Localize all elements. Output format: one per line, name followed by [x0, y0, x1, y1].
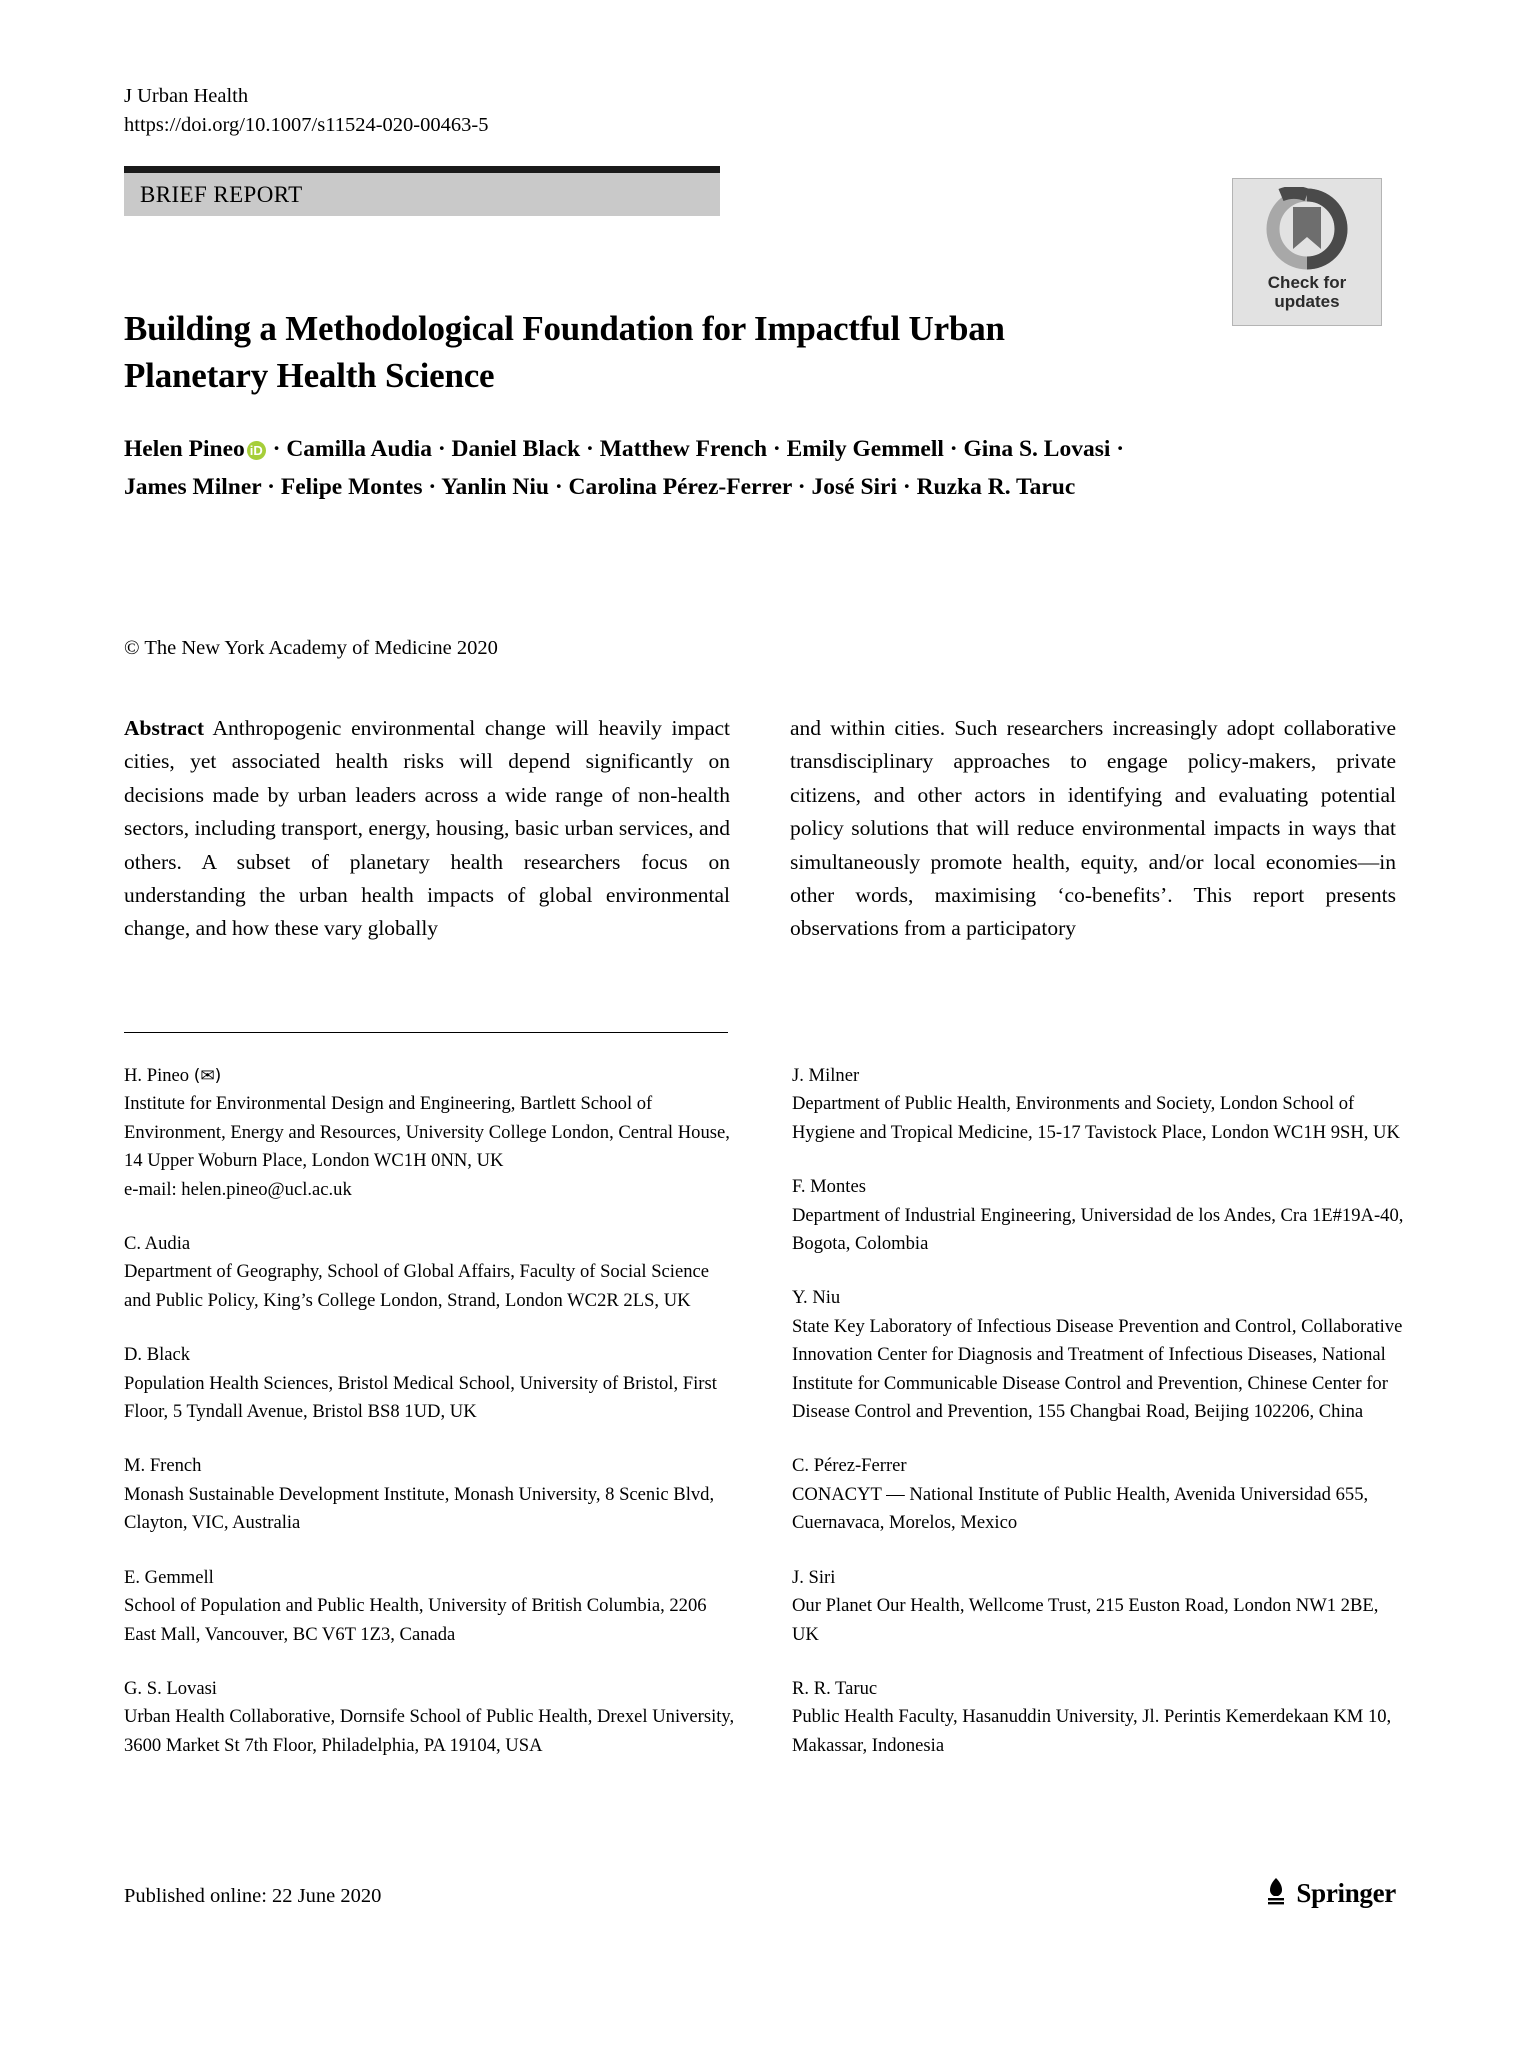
affiliation-address: Urban Health Collaborative, Dornsife School of Public Health, Drexel University, 3600 Market St 7th Floor, Philadelphia, PA 19104, USA: [124, 1706, 735, 1756]
journal-header: [124, 82, 488, 140]
affiliation-author-name: [124, 1062, 740, 1090]
journal-name: J Urban Health: [124, 85, 249, 107]
published-online: Published online: 22 June 2020: [124, 1885, 382, 1907]
affiliation-author-name: J. Milner: [792, 1065, 860, 1086]
affiliation-e-gemmell: [124, 1564, 740, 1649]
crossmark-caption: [1268, 273, 1346, 311]
affiliation-address: Population Health Sciences, Bristol Medical School, University of Bristol, First Floor, 5 Tyndall Avenue, Bristol BS8 1UD, UK: [124, 1372, 717, 1423]
abstract-label: Abstract: [124, 716, 205, 740]
affiliation-email[interactable]: e-mail: helen.pineo@ucl.ac.uk: [124, 1178, 352, 1200]
affiliation-y-niu: [792, 1284, 1408, 1426]
affiliation-author-name: E. Gemmell: [124, 1566, 214, 1588]
crossmark-icon: [1261, 187, 1353, 271]
abstract-text-left: Anthropogenic environmental change will heavily impact cities, yet associated health risks will depend significantly on decisions made by urban leaders across a wide range of non-health sectors, including transport, energy, housing, basic urban services, and others. A subset of planetary health researchers focus on understanding the urban health impacts of global environmental change, and how these vary globally: [124, 716, 730, 941]
affiliation-address: Public Health Faculty, Hasanuddin University, Jl. Perintis Kemerdekaan KM 10, Makassar, Indonesia: [792, 1706, 1392, 1756]
springer-knight-icon: [1263, 1876, 1289, 1911]
affiliation-address: Our Planet Our Health, Wellcome Trust, 215 Euston Road, London NW1 2BE, UK: [792, 1595, 1379, 1645]
affiliation-address: CONACYT — National Institute of Public Health, Avenida Universidad 655, Cuernavaca, Morelos, Mexico: [792, 1483, 1369, 1534]
affiliation-m-french: [124, 1452, 740, 1537]
affiliations: [124, 1062, 1409, 1786]
affiliation-j-siri: [792, 1564, 1408, 1649]
affiliation-author-name: F. Montes: [792, 1176, 866, 1198]
affiliation-address: Department of Industrial Engineering, Universidad de los Andes, Cra 1E#19A-40, Bogota, Colombia: [792, 1204, 1404, 1255]
orcid-icon[interactable]: iD: [247, 441, 266, 460]
affiliation-author-name: J. Siri: [792, 1566, 836, 1588]
journal-doi[interactable]: https://doi.org/10.1007/s11524-020-00463-5: [124, 114, 489, 136]
affiliation-address: School of Population and Public Health, University of British Columbia, 2206 East Mall, Vancouver, BC V6T 1Z3, Canada: [124, 1595, 707, 1645]
check-for-updates-badge[interactable]: [1232, 178, 1382, 326]
affiliation-author-name: D. Black: [124, 1344, 191, 1366]
band-rule: [124, 166, 720, 173]
author-helen-pineo: Helen Pineo: [124, 436, 245, 462]
affiliation-address: Monash Sustainable Development Institute, Monash University, 8 Scenic Blvd, Clayton, VIC, Australia: [124, 1483, 715, 1534]
crossmark-line2: updates: [1274, 292, 1340, 311]
affiliation-author-name: C. Pérez-Ferrer: [792, 1455, 907, 1477]
page-title: Building a Methodological Foundation for Impactful Urban Planetary Health Science: [124, 309, 1005, 396]
affiliation-author-name: R. R. Taruc: [792, 1677, 878, 1699]
affiliation-j-milner: [792, 1062, 1408, 1147]
springer-logo: [1263, 1876, 1396, 1911]
affiliation-author-name: M. French: [124, 1455, 202, 1477]
section-band: [124, 166, 720, 216]
affiliation-f-montes: [792, 1173, 1408, 1258]
affiliation-author-name: G. S. Lovasi: [124, 1677, 217, 1699]
affiliation-h-pineo: [124, 1062, 740, 1204]
affiliation-address: Department of Public Health, Environments and Society, London School of Hygiene and Tropical Medicine, 15-17 Tavistock Place, London WC1H 9SH, UK: [792, 1093, 1400, 1143]
abstract-column-left: [124, 712, 730, 946]
affiliation-g-s-lovasi: [124, 1675, 740, 1760]
abstract-column-right: [790, 712, 1396, 946]
crossmark-line1: Check for: [1267, 273, 1347, 292]
springer-wordmark: Springer: [1296, 1878, 1396, 1908]
affiliation-name-text: H. Pineo: [124, 1065, 190, 1086]
author-list-rest: · Camilla Audia · Daniel Black · Matthew French · Emily Gemmell · Gina S. Lovasi · James Milner · Felipe Montes · Yanlin Niu · Carolina Pérez-Ferrer · José Siri · Ruzka R. Taruc: [124, 436, 1125, 500]
abstract-text-right: and within cities. Such researchers increasingly adopt collaborative transdisciplinary approaches to engage policy-makers, private citizens, and other actors in identifying and evaluating potential policy solutions that will reduce environmental impacts in ways that simultaneously promote health, equity, and/or local economies—in other words, maximising ‘co-benefits’. This report presents observations from a participatory: [790, 716, 1396, 941]
affiliation-d-black: [124, 1341, 740, 1426]
affiliations-column-left: [124, 1062, 740, 1786]
band-body: [124, 173, 720, 216]
affiliation-author-name: C. Audia: [124, 1233, 191, 1255]
copyright-line: © The New York Academy of Medicine 2020: [124, 637, 498, 659]
abstract: [124, 712, 1396, 946]
author-list: [124, 430, 1149, 506]
affiliation-address: Institute for Environmental Design and Engineering, Bartlett School of Environment, Energy and Resources, University College London, Central House, 14 Upper Woburn Place, London WC1H 0NN, UK: [124, 1093, 730, 1172]
band-label: BRIEF REPORT: [140, 181, 303, 207]
affiliation-address: State Key Laboratory of Infectious Disease Prevention and Control, Collaborative Innovation Center for Diagnosis and Treatment of Infectious Diseases, National Institute for Communicable Disease Control and Prevention, Chinese Center for Disease Control and Prevention, 155 Changbai Road, Beijing 102206, China: [792, 1315, 1403, 1423]
envelope-icon: (✉): [193, 1066, 222, 1086]
affiliations-column-right: [792, 1062, 1408, 1786]
affiliation-address: Department of Geography, School of Global Affairs, Faculty of Social Science and Public Policy, King’s College London, Strand, London WC2R 2LS, UK: [124, 1261, 710, 1311]
affiliation-c-perez-ferrer: [792, 1452, 1408, 1537]
affiliations-divider: [124, 1032, 728, 1033]
affiliation-c-audia: [124, 1230, 740, 1315]
affiliation-r-r-taruc: [792, 1675, 1408, 1760]
affiliation-author-name: Y. Niu: [792, 1287, 841, 1309]
